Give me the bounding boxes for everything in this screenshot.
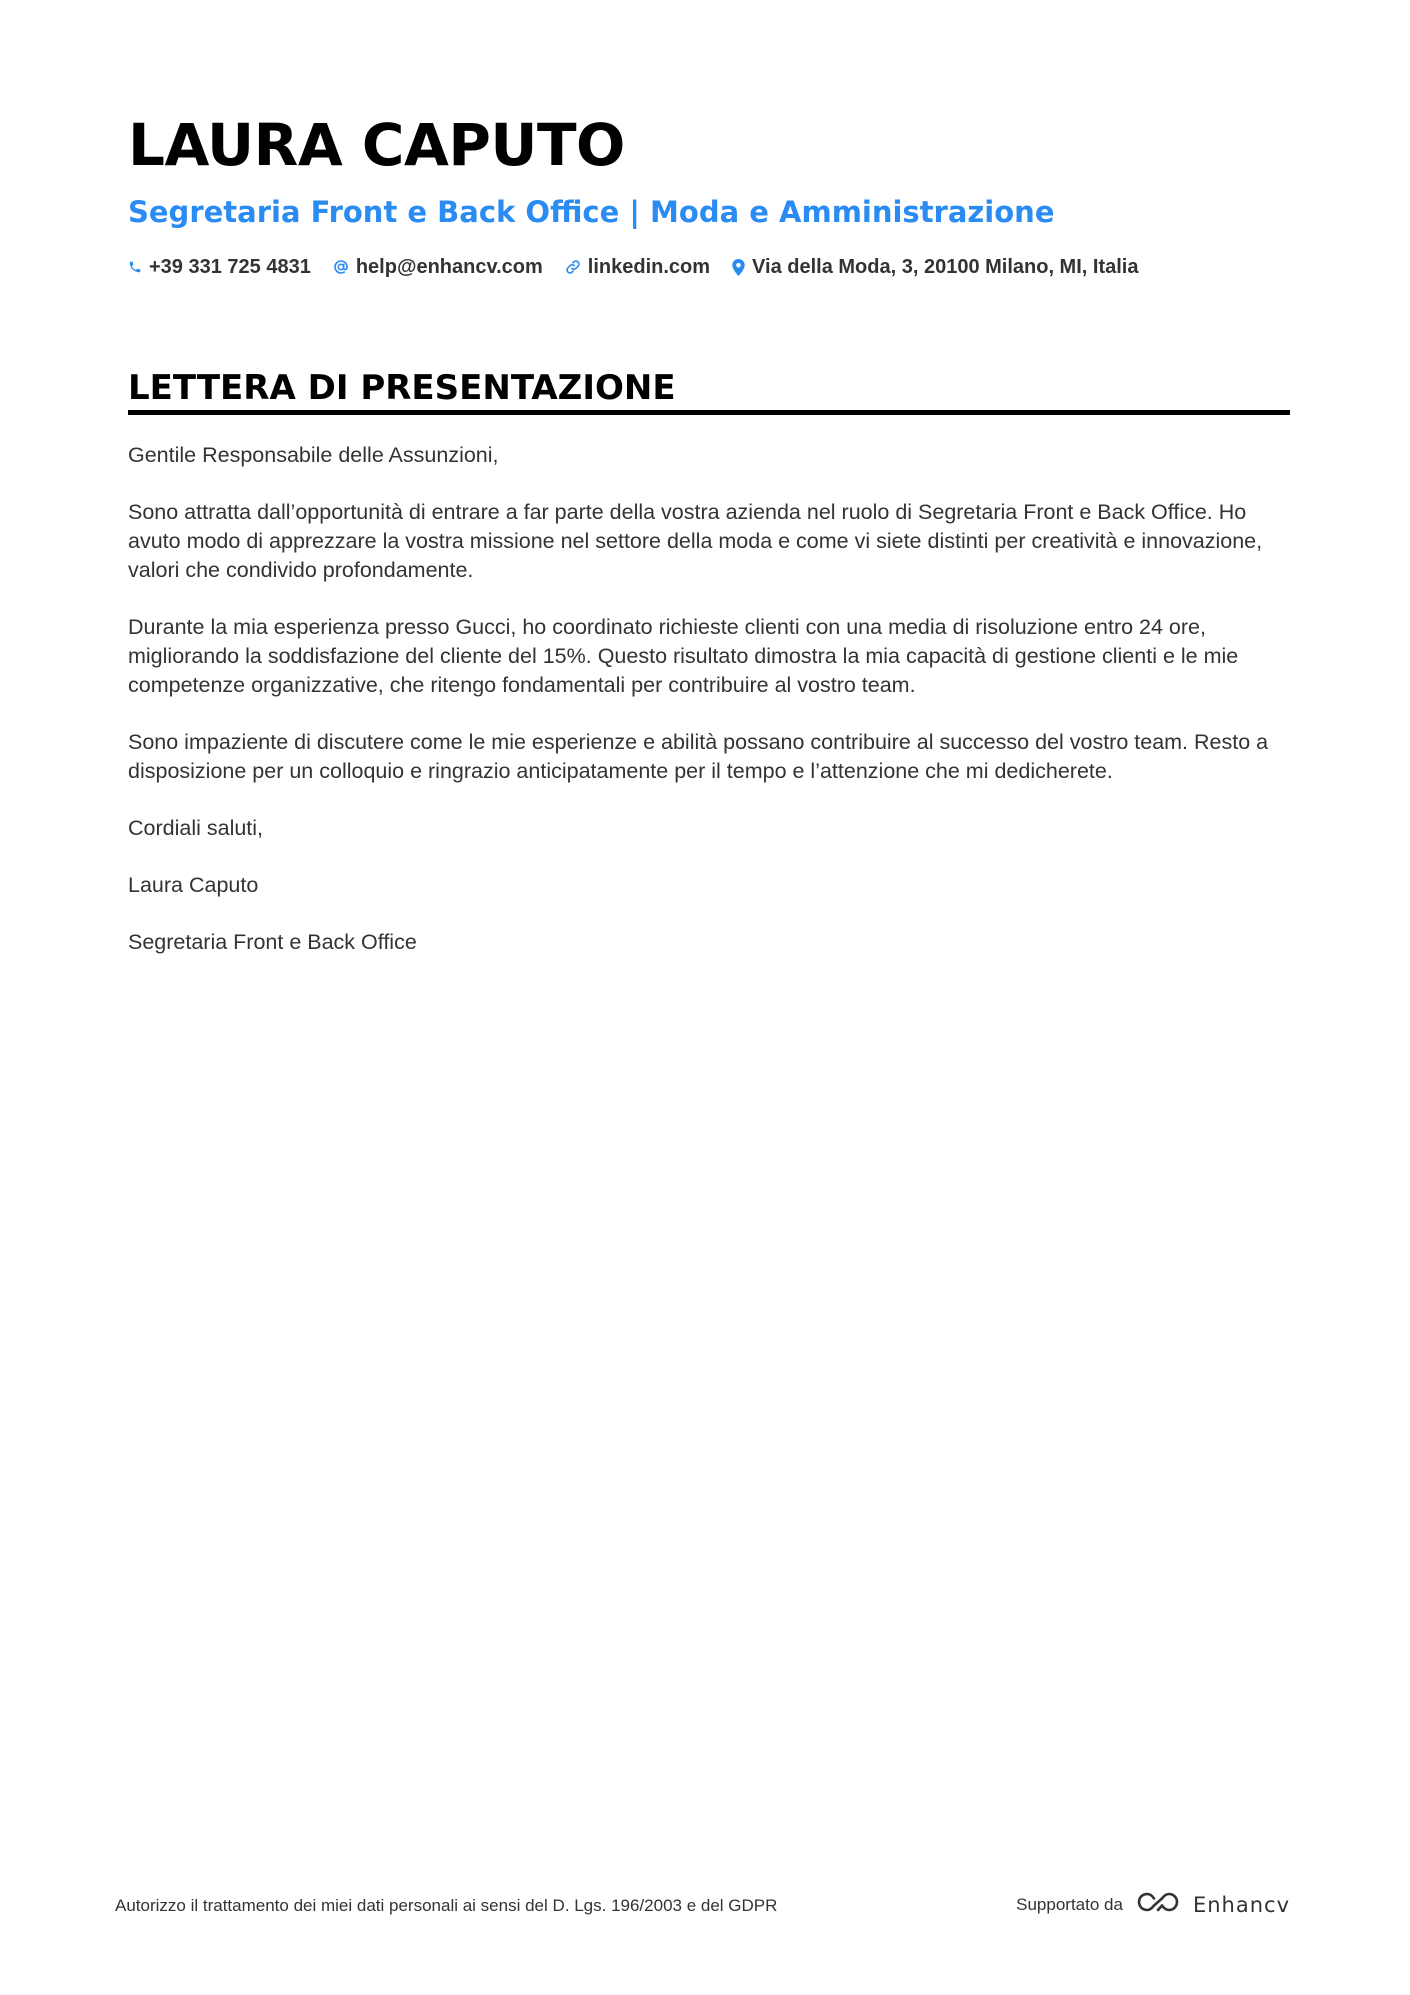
contact-email-text: help@enhancv.com [355, 256, 543, 278]
contact-location-text: Via della Moda, 3, 20100 Milano, MI, Italia [752, 256, 1139, 278]
brand-name: Enhancv [1192, 1892, 1290, 1917]
contact-bar [128, 252, 1138, 282]
signature-name: Laura Caputo [128, 873, 259, 897]
link-icon [565, 259, 581, 275]
footer-consent: Autorizzo il trattamento dei miei dati personali ai sensi del D. Lgs. 196/2003 e del GDPR [115, 1896, 778, 1915]
section-title: LETTERA DI PRESENTAZIONE [128, 368, 676, 408]
contact-linkedin [565, 252, 710, 282]
contact-linkedin-text: linkedin.com [587, 256, 711, 278]
phone-icon [128, 260, 142, 274]
enhancv-logo-icon [1135, 1890, 1181, 1919]
candidate-name: LAURA CAPUTO [128, 111, 625, 179]
letter-paragraph-1: Sono attratta dall’opportunità di entrare a far parte della vostra azienda nel ruolo di Segretaria Front e Back Office. Ho avuto modo di apprezzare la vostra missione nel settore della moda e come vi siete distinti per creatività e innovazione, valori che condivido profondamente. [128, 500, 1263, 582]
signature-title: Segretaria Front e Back Office [128, 930, 417, 954]
letter-salutation: Gentile Responsabile delle Assunzioni, [128, 443, 499, 467]
contact-phone [128, 252, 311, 282]
supported-by-label: Supportato da [1016, 1894, 1123, 1914]
candidate-headline: Segretaria Front e Back Office | Moda e Amministrazione [128, 195, 1055, 229]
letter-paragraph-3: Sono impaziente di discutere come le mie esperienze e abilità possano contribuire al successo del vostro team. Resto a disposizione per un colloquio e ringrazio anticipatamente per il tempo e l’attenzione che mi dedicherete. [128, 730, 1269, 783]
letter-closing: Cordiali saluti, [128, 816, 264, 840]
at-icon [333, 259, 349, 275]
letter-paragraph-2: Durante la mia esperienza presso Gucci, ho coordinato richieste clienti con una media di risoluzione entro 24 ore, migliorando la soddisfazione del cliente del 15%. Questo risultato dimostra la mia capacità di gestione clienti e le mie competenze organizzative, che ritengo fondamentali per contribuire al vostro team. [128, 615, 1239, 697]
footer-brand [1016, 1890, 1290, 1919]
contact-phone-text: +39 331 725 4831 [149, 256, 311, 278]
contact-email [333, 252, 543, 282]
letter-body [128, 441, 1290, 985]
location-pin-icon [732, 259, 745, 276]
contact-location [732, 252, 1138, 282]
section-divider [128, 410, 1290, 415]
